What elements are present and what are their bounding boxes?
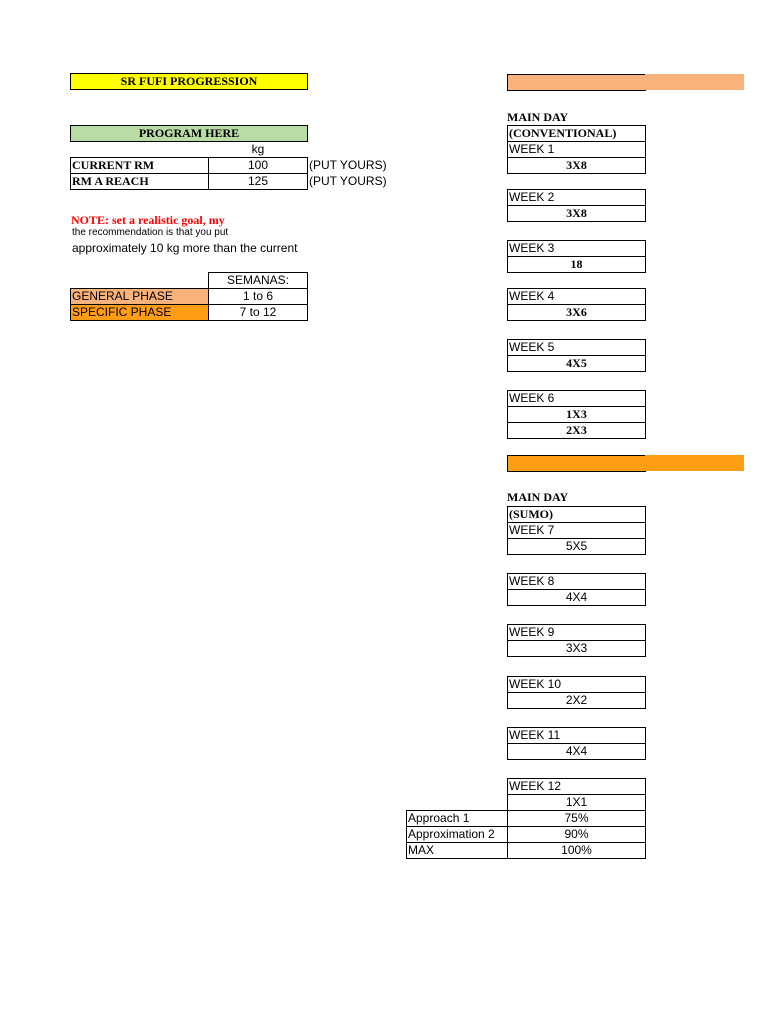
week-5-label: WEEK 5 bbox=[507, 339, 646, 356]
title-banner: SR FUFI PROGRESSION bbox=[70, 73, 308, 90]
week-1-label: WEEK 1 bbox=[507, 141, 646, 158]
week-9-sets: 3X3 bbox=[507, 640, 646, 657]
specific-phase-bar bbox=[507, 455, 646, 472]
week-4-sets: 3X6 bbox=[507, 304, 646, 321]
week-8-label: WEEK 8 bbox=[507, 573, 646, 590]
week-2-label: WEEK 2 bbox=[507, 189, 646, 206]
conventional-subheading: (CONVENTIONAL) bbox=[507, 125, 646, 142]
phase-general-label: GENERAL PHASE bbox=[70, 288, 209, 305]
approach-2-value: 90% bbox=[507, 826, 646, 843]
conventional-heading: MAIN DAY bbox=[507, 110, 569, 124]
week-3-label: WEEK 3 bbox=[507, 240, 646, 257]
week-3-sets: 18 bbox=[507, 256, 646, 273]
note-line-3: approximately 10 kg more than the current bbox=[72, 241, 298, 255]
current-rm-note: (PUT YOURS) bbox=[309, 158, 387, 172]
specific-phase-bar-ext bbox=[645, 455, 744, 471]
note-heading: NOTE: set a realistic goal, my bbox=[71, 213, 225, 227]
rm-reach-label: RM A REACH bbox=[70, 173, 209, 190]
week-6-label: WEEK 6 bbox=[507, 390, 646, 407]
approach-max-value: 100% bbox=[507, 842, 646, 859]
sumo-subheading: (SUMO) bbox=[507, 506, 646, 523]
week-8-sets: 4X4 bbox=[507, 589, 646, 606]
current-rm-label: CURRENT RM bbox=[70, 157, 209, 174]
current-rm-input[interactable]: 100 bbox=[208, 157, 308, 174]
week-7-sets: 5X5 bbox=[507, 538, 646, 555]
program-header: PROGRAM HERE bbox=[70, 125, 308, 142]
week-10-label: WEEK 10 bbox=[507, 676, 646, 693]
sumo-heading: MAIN DAY bbox=[507, 490, 569, 504]
phase-general-weeks: 1 to 6 bbox=[208, 288, 308, 305]
rm-reach-note: (PUT YOURS) bbox=[309, 174, 387, 188]
phase-specific-weeks: 7 to 12 bbox=[208, 304, 308, 321]
week-5-sets: 4X5 bbox=[507, 355, 646, 372]
rm-reach-input[interactable]: 125 bbox=[208, 173, 308, 190]
note-line-2: the recommendation is that you put bbox=[72, 227, 229, 238]
week-4-label: WEEK 4 bbox=[507, 288, 646, 305]
general-phase-bar bbox=[507, 74, 646, 91]
approach-max-label: MAX bbox=[406, 842, 508, 859]
week-11-sets: 4X4 bbox=[507, 743, 646, 760]
weeks-header: SEMANAS: bbox=[208, 272, 308, 289]
phase-specific-label: SPECIFIC PHASE bbox=[70, 304, 209, 321]
week-9-label: WEEK 9 bbox=[507, 624, 646, 641]
week-2-sets: 3X8 bbox=[507, 205, 646, 222]
week-11-label: WEEK 11 bbox=[507, 727, 646, 744]
week-12-sets: 1X1 bbox=[507, 794, 646, 811]
approach-1-label: Approach 1 bbox=[406, 810, 508, 827]
week-6-sets-2: 2X3 bbox=[507, 422, 646, 439]
unit-header: kg bbox=[251, 142, 265, 156]
week-10-sets: 2X2 bbox=[507, 692, 646, 709]
week-12-label: WEEK 12 bbox=[507, 778, 646, 795]
approach-1-value: 75% bbox=[507, 810, 646, 827]
week-7-label: WEEK 7 bbox=[507, 522, 646, 539]
week-6-sets-1: 1X3 bbox=[507, 406, 646, 423]
week-1-sets: 3X8 bbox=[507, 157, 646, 174]
approach-2-label: Approximation 2 bbox=[406, 826, 508, 843]
general-phase-bar-ext bbox=[645, 74, 744, 90]
